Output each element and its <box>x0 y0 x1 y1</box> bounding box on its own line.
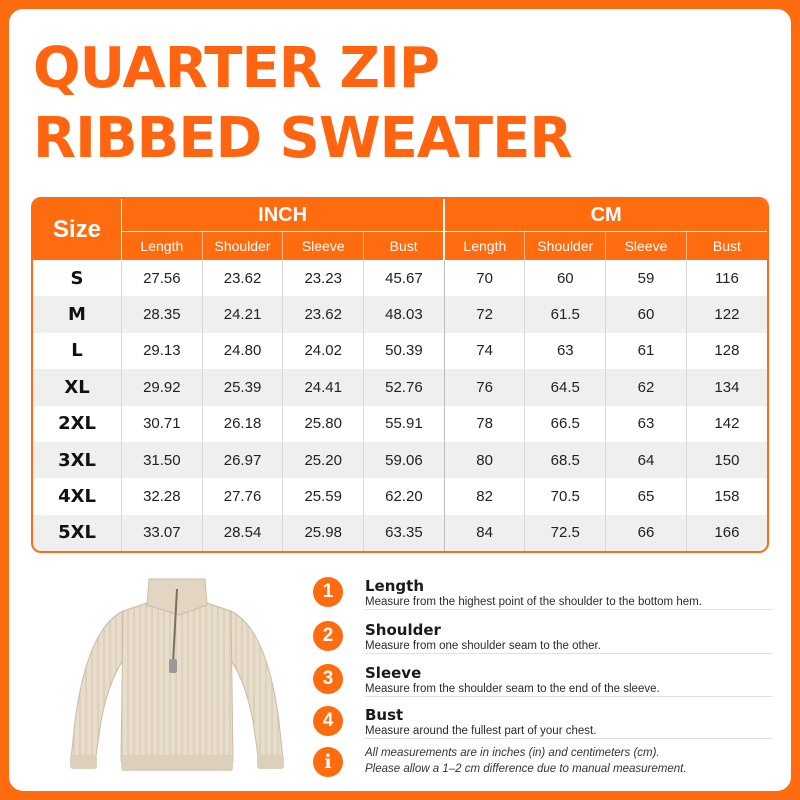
table-cell: 78 <box>444 406 525 442</box>
table-cell: 142 <box>686 406 767 442</box>
table-cell: 61.5 <box>525 296 606 332</box>
table-cell: 74 <box>444 333 525 369</box>
table-cell: 33.07 <box>122 515 203 551</box>
table-cell: 25.80 <box>283 406 364 442</box>
table-cell: 63.35 <box>364 515 445 551</box>
number-badge: 2 <box>313 621 343 651</box>
note-line-1: All measurements are in inches (in) and centimeters (cm). <box>365 747 660 759</box>
table-cell: 26.97 <box>202 442 283 478</box>
table-cell: 66 <box>606 515 687 551</box>
size-chart-card <box>9 9 791 791</box>
table-cell: 30.71 <box>122 406 203 442</box>
size-cell: 2XL <box>33 406 122 442</box>
table-cell: 23.23 <box>283 260 364 296</box>
table-cell: 24.21 <box>202 296 283 332</box>
table-cell: 166 <box>686 515 767 551</box>
size-column-header: Size <box>33 199 122 260</box>
table-row <box>33 296 767 332</box>
number-badge: 3 <box>313 664 343 694</box>
inch-group-header: INCH <box>122 199 445 232</box>
size-cell: XL <box>33 369 122 405</box>
size-cell: L <box>33 333 122 369</box>
info-icon: i <box>313 747 343 777</box>
table-row <box>33 442 767 478</box>
size-cell: 3XL <box>33 442 122 478</box>
size-cell: 4XL <box>33 478 122 514</box>
table-row <box>33 406 767 442</box>
number-badge: 1 <box>313 577 343 607</box>
table-cell: 24.80 <box>202 333 283 369</box>
table-cell: 65 <box>606 478 687 514</box>
table-cell: 70 <box>444 260 525 296</box>
size-table-body <box>33 260 767 551</box>
table-cell: 116 <box>686 260 767 296</box>
table-cell: 80 <box>444 442 525 478</box>
guide-description: Measure from one shoulder seam to the other. <box>365 640 601 652</box>
divider <box>365 609 773 610</box>
table-cell: 28.35 <box>122 296 203 332</box>
table-cell: 55.91 <box>364 406 445 442</box>
size-table <box>31 197 769 553</box>
table-cell: 29.92 <box>122 369 203 405</box>
table-cell: 27.76 <box>202 478 283 514</box>
inch-bust-header: Bust <box>364 232 445 261</box>
table-cell: 128 <box>686 333 767 369</box>
table-cell: 28.54 <box>202 515 283 551</box>
size-cell: 5XL <box>33 515 122 551</box>
table-cell: 62 <box>606 369 687 405</box>
cm-bust-header: Bust <box>686 232 767 261</box>
guide-title: Shoulder <box>365 621 441 639</box>
table-cell: 66.5 <box>525 406 606 442</box>
guide-title: Sleeve <box>365 664 422 682</box>
inch-length-header: Length <box>122 232 203 261</box>
table-cell: 76 <box>444 369 525 405</box>
table-cell: 29.13 <box>122 333 203 369</box>
guide-title: Bust <box>365 706 404 724</box>
table-cell: 72.5 <box>525 515 606 551</box>
table-cell: 50.39 <box>364 333 445 369</box>
inch-shoulder-header: Shoulder <box>202 232 283 261</box>
table-cell: 25.39 <box>202 369 283 405</box>
table-cell: 24.02 <box>283 333 364 369</box>
cm-group-header: CM <box>444 199 767 232</box>
table-cell: 61 <box>606 333 687 369</box>
table-cell: 68.5 <box>525 442 606 478</box>
table-cell: 64.5 <box>525 369 606 405</box>
title-line-1: QUARTER ZIP <box>33 36 439 101</box>
guide-title: Length <box>365 577 424 595</box>
table-cell: 150 <box>686 442 767 478</box>
divider <box>365 696 773 697</box>
table-cell: 45.67 <box>364 260 445 296</box>
guide-description: Measure from the highest point of the shoulder to the bottom hem. <box>365 596 702 608</box>
table-cell: 158 <box>686 478 767 514</box>
table-cell: 52.76 <box>364 369 445 405</box>
table-cell: 23.62 <box>202 260 283 296</box>
size-cell: M <box>33 296 122 332</box>
table-cell: 27.56 <box>122 260 203 296</box>
guide-description: Measure around the fullest part of your chest. <box>365 725 597 737</box>
table-cell: 59.06 <box>364 442 445 478</box>
table-cell: 59 <box>606 260 687 296</box>
size-cell: S <box>33 260 122 296</box>
note-line-2: Please allow a 1–2 cm difference due to manual measurement. <box>365 763 687 775</box>
table-cell: 25.98 <box>283 515 364 551</box>
divider <box>365 653 773 654</box>
divider <box>365 738 773 739</box>
table-row <box>33 515 767 551</box>
cm-sleeve-header: Sleeve <box>606 232 687 261</box>
sweater-illustration <box>61 571 293 779</box>
cm-shoulder-header: Shoulder <box>525 232 606 261</box>
table-cell: 72 <box>444 296 525 332</box>
table-cell: 62.20 <box>364 478 445 514</box>
table-cell: 26.18 <box>202 406 283 442</box>
table-cell: 122 <box>686 296 767 332</box>
cm-length-header: Length <box>444 232 525 261</box>
table-cell: 84 <box>444 515 525 551</box>
title-line-2: RIBBED SWEATER <box>33 106 572 171</box>
table-cell: 23.62 <box>283 296 364 332</box>
table-cell: 82 <box>444 478 525 514</box>
table-cell: 60 <box>606 296 687 332</box>
inch-sleeve-header: Sleeve <box>283 232 364 261</box>
table-cell: 25.59 <box>283 478 364 514</box>
table-cell: 25.20 <box>283 442 364 478</box>
table-cell: 70.5 <box>525 478 606 514</box>
table-row <box>33 369 767 405</box>
table-cell: 24.41 <box>283 369 364 405</box>
table-cell: 32.28 <box>122 478 203 514</box>
table-row <box>33 333 767 369</box>
table-cell: 63 <box>525 333 606 369</box>
table-cell: 64 <box>606 442 687 478</box>
table-cell: 60 <box>525 260 606 296</box>
table-cell: 63 <box>606 406 687 442</box>
guide-description: Measure from the shoulder seam to the end of the sleeve. <box>365 683 660 695</box>
table-cell: 134 <box>686 369 767 405</box>
number-badge: 4 <box>313 706 343 736</box>
table-cell: 48.03 <box>364 296 445 332</box>
table-row <box>33 260 767 296</box>
table-row <box>33 478 767 514</box>
table-cell: 31.50 <box>122 442 203 478</box>
